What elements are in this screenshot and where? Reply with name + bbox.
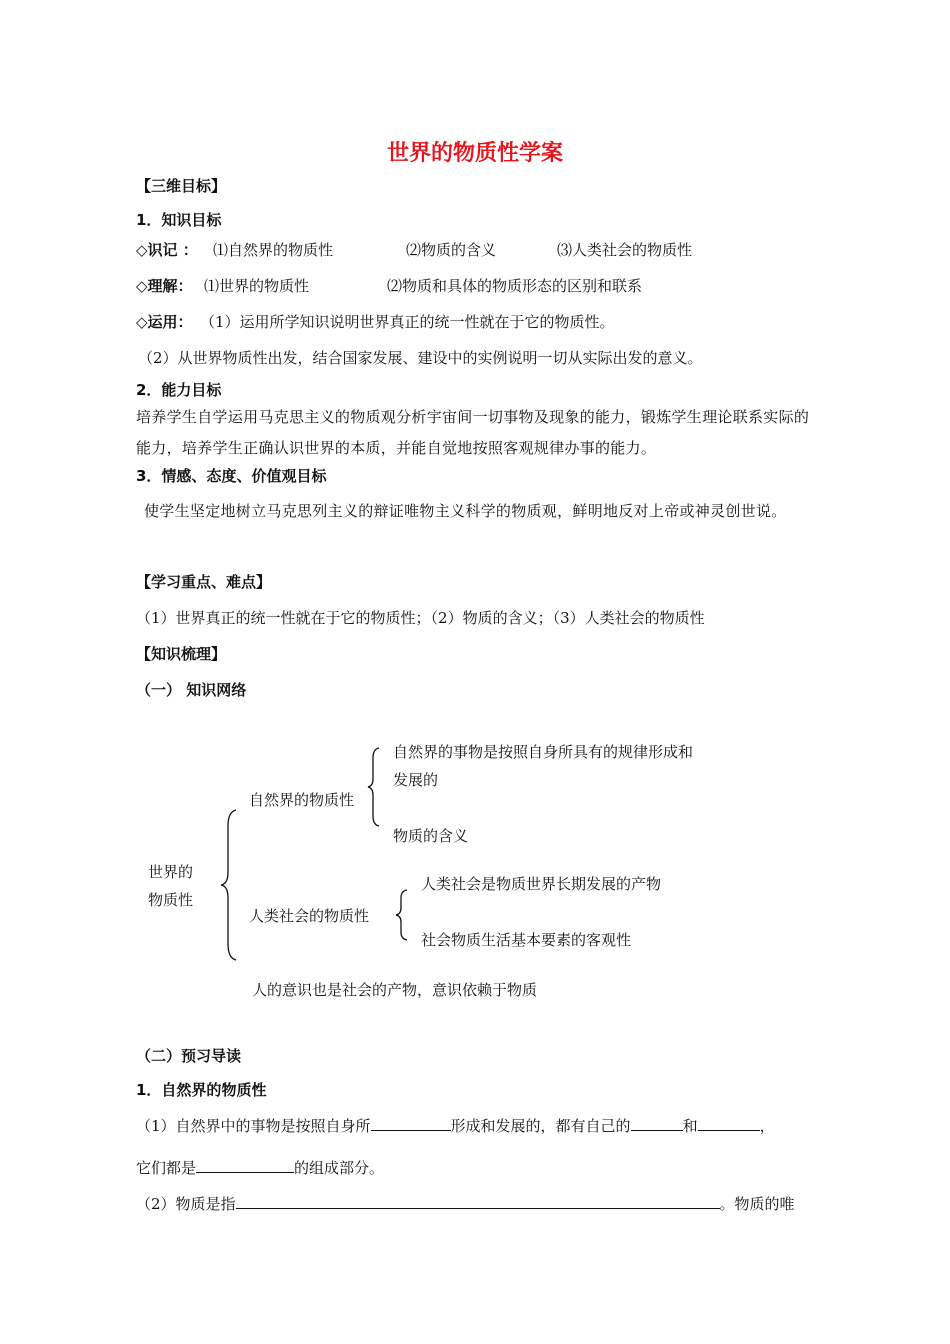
network-main-brace (218, 808, 242, 962)
q1-text-4: ， (759, 1117, 775, 1135)
memorize-item-3: ⑶人类社会的物质性 (557, 241, 693, 259)
q1-text-3: 和 (682, 1117, 698, 1135)
network-root-line1: 世界的 (148, 863, 194, 881)
goals-heading: 【三维目标】 (136, 177, 227, 195)
network-nature-item1-line2: 发展的 (393, 771, 439, 789)
ability-goals-text: 培养学生自学运用马克思主义的物质观分析宇宙间一切事物及现象的能力，锻炼学生理论联系实际的能力，培养学生正确认识世界的本质，并能自觉地按照客观规律办事的能力。 (136, 408, 810, 457)
understand-item-2: ⑵物质和具体的物质形态的区别和联系 (387, 277, 643, 295)
emotion-goals-text: 使学生坚定地树立马克思列主义的辩证唯物主义科学的物质观，鲜明地反对上帝或神灵创世说。 (144, 502, 787, 520)
network-society-item1: 人类社会是物质世界长期发展的产物 (421, 875, 662, 893)
network-consciousness: 人的意识也是社会的产物，意识依赖于物质 (252, 981, 538, 999)
q1-blank-3[interactable] (698, 1114, 760, 1131)
ability-goals-heading: 2．能力目标 (136, 381, 222, 399)
network-heading: （一） 知识网络 (136, 681, 247, 699)
network-society-brace (394, 888, 410, 942)
preview-q1-line1 (136, 1114, 775, 1136)
preview-sub-heading: 1．自然界的物质性 (136, 1081, 267, 1099)
network-nature-brace (366, 746, 382, 828)
q2-text-2: 。物质的唯 (719, 1195, 795, 1213)
apply-item-2: （2）从世界物质性出发，结合国家发展、建设中的实例说明一切从实际出发的意义。 (138, 349, 703, 367)
q2-text-1: （2）物质是指 (136, 1195, 236, 1213)
emotion-goals-heading: 3．情感、态度、价值观目标 (136, 467, 327, 485)
focus-heading: 【学习重点、难点】 (136, 573, 272, 591)
q1-text-6: 的组成部分。 (294, 1159, 385, 1177)
focus-text: （1）世界真正的统一性就在于它的物质性；（2）物质的含义；（3）人类社会的物质性 (136, 609, 705, 627)
memorize-item-1: ⑴自然界的物质性 (213, 241, 334, 259)
memorize-item-2: ⑵物质的含义 (406, 241, 497, 259)
review-heading: 【知识梳理】 (136, 645, 227, 663)
understand-item-1: ⑴世界的物质性 (204, 277, 310, 295)
network-society-item2: 社会物质生活基本要素的客观性 (421, 931, 632, 949)
q1-blank-1[interactable] (371, 1114, 451, 1131)
memorize-label: ◇识记 ： (136, 241, 198, 259)
network-nature-item2: 物质的含义 (393, 827, 469, 845)
network-nature-label: 自然界的物质性 (249, 791, 355, 809)
apply-item-1: （1）运用所学知识说明世界真正的统一性就在于它的物质性。 (200, 313, 615, 331)
q1-blank-2[interactable] (631, 1114, 683, 1131)
q2-blank-1[interactable] (236, 1192, 720, 1209)
network-society-label: 人类社会的物质性 (249, 907, 370, 925)
q1-blank-4[interactable] (196, 1156, 294, 1173)
preview-q1-line2 (136, 1156, 384, 1178)
q1-text-1: （1）自然界中的事物是按照自身所 (136, 1117, 371, 1135)
q1-text-5: 它们都是 (136, 1159, 197, 1177)
knowledge-goals-heading: 1．知识目标 (136, 211, 222, 229)
understand-label: ◇理解： (136, 277, 193, 295)
network-nature-item1-line1: 自然界的事物是按照自身所具有的规律形成和 (393, 743, 694, 761)
q1-text-2: 形成和发展的，都有自己的 (450, 1117, 631, 1135)
preview-q2-line1 (136, 1192, 795, 1214)
apply-label: ◇运用： (136, 313, 193, 331)
network-root-line2: 物质性 (148, 891, 194, 909)
page-title: 世界的物质性学案 (386, 141, 563, 166)
preview-heading: （二）预习导读 (136, 1047, 242, 1065)
